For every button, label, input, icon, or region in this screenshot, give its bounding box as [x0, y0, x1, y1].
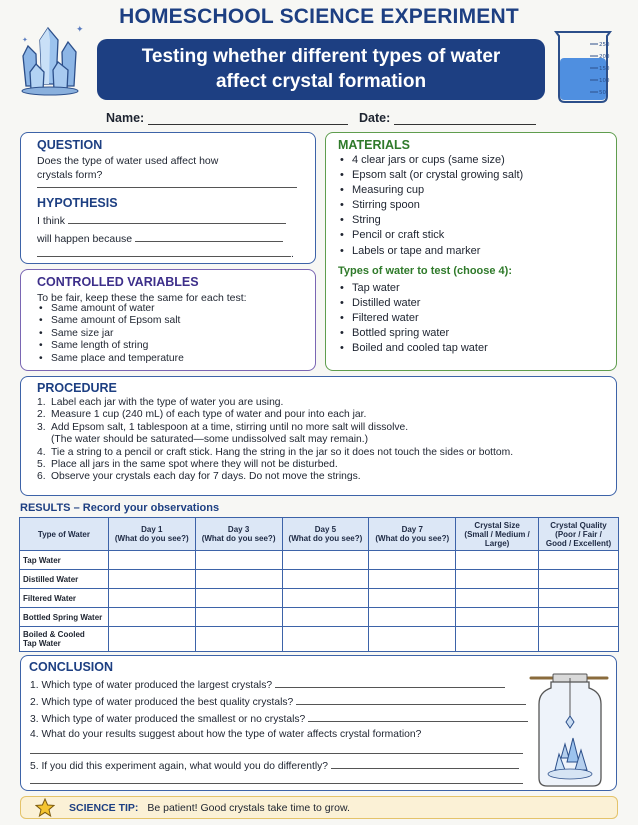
step-number: 1.	[37, 397, 46, 408]
procedure-step	[37, 409, 513, 421]
step-number: 4.	[37, 446, 46, 458]
procedure-heading: PROCEDURE	[37, 381, 117, 395]
procedure-steps	[37, 397, 513, 484]
svg-text:✦: ✦	[22, 37, 28, 44]
list-item: • Epsom salt (or crystal growing salt)	[338, 168, 523, 183]
procedure-step	[37, 459, 513, 471]
step-number: 2.	[37, 409, 46, 421]
conclusion-q1	[30, 677, 505, 692]
question-text: 4. What do your results suggest about how the type of water affects crystal formation?	[30, 729, 422, 740]
question-text: 2. Which type of water produced the best quality crystals?	[30, 697, 294, 708]
table-cell[interactable]	[456, 608, 539, 627]
name-label: Name:	[106, 111, 145, 125]
procedure-step	[37, 397, 513, 409]
answer-line[interactable]	[30, 753, 523, 754]
step-text: Observe your crystals each day for 7 days. Do not move the strings.	[51, 471, 361, 483]
table-cell[interactable]	[282, 627, 369, 652]
table-cell[interactable]	[369, 627, 456, 652]
list-item: • Boiled and cooled tap water	[338, 341, 488, 356]
materials-heading: MATERIALS	[338, 138, 410, 152]
beaker-mark: 50	[599, 90, 606, 96]
list-item: • Same amount of water	[37, 303, 184, 315]
results-heading: RESULTS	[20, 502, 71, 514]
hypothesis-row-1	[37, 213, 297, 228]
table-cell[interactable]	[456, 589, 539, 608]
period: .	[291, 248, 294, 260]
date-label: Date:	[359, 111, 391, 125]
table-cell[interactable]	[108, 551, 195, 570]
procedure-step	[37, 471, 513, 483]
science-tip-box	[20, 796, 618, 819]
question-line: Does the type of water used affect how	[37, 155, 219, 167]
row-label: Boiled & Cooled Tap Water	[20, 627, 109, 652]
table-row	[20, 551, 619, 570]
beaker-icon	[552, 26, 614, 104]
tip-label: SCIENCE TIP:	[69, 802, 139, 814]
controlled-heading: CONTROLLED VARIABLES	[37, 275, 199, 289]
table-cell[interactable]	[456, 551, 539, 570]
table-cell[interactable]	[195, 551, 282, 570]
list-item: • Same place and temperature	[37, 353, 184, 365]
table-cell[interactable]	[456, 570, 539, 589]
step-text: Add Epsom salt, 1 tablespoon at a time, stirring until no more salt will dissolve.	[51, 421, 409, 433]
answer-line[interactable]	[308, 711, 528, 722]
table-cell[interactable]	[456, 627, 539, 652]
question-text: 1. Which type of water produced the largest crystals?	[30, 680, 273, 691]
jar-crystal-icon	[527, 666, 611, 790]
question-heading: QUESTION	[37, 138, 103, 152]
step-text: Measure 1 cup (240 mL) of each type of water and pour into each jar.	[51, 409, 367, 421]
science-tip	[69, 802, 350, 814]
step-text: Tie a string to a pencil or craft stick. Hang the string in the jar so it does not touch the sides or bottom.	[51, 446, 514, 458]
table-cell[interactable]	[369, 551, 456, 570]
star-icon	[35, 798, 55, 818]
beaker-mark: 100	[599, 78, 610, 84]
list-item: • Same length of string	[37, 340, 184, 352]
table-cell[interactable]	[282, 608, 369, 627]
name-line[interactable]	[148, 124, 348, 125]
beaker-mark: 200	[599, 54, 610, 60]
beaker-mark: 150	[599, 66, 610, 72]
question-text: 3. Which type of water produced the smallest or no crystals?	[30, 714, 306, 725]
step-number: 5.	[37, 459, 46, 471]
conclusion-q4	[30, 728, 421, 741]
question-answer-line[interactable]	[37, 187, 297, 188]
materials-list	[338, 153, 523, 259]
step-text: (The water should be saturated—some undissolved salt may remain.)	[51, 434, 369, 446]
question-text: 5. If you did this experiment again, what would you do differently?	[30, 761, 329, 772]
name-field[interactable]	[106, 111, 348, 125]
subtitle-banner	[97, 39, 545, 100]
hypothesis-heading: HYPOTHESIS	[37, 196, 118, 210]
answer-line[interactable]	[30, 783, 523, 784]
table-cell[interactable]	[195, 589, 282, 608]
column-header: Day 1 (What do you see?)	[108, 518, 195, 551]
list-item: • Pencil or craft stick	[338, 228, 523, 243]
step-number: 6.	[37, 471, 46, 483]
table-cell[interactable]	[369, 570, 456, 589]
column-header: Crystal Size (Small / Medium / Large)	[456, 518, 539, 551]
answer-line[interactable]	[331, 758, 519, 769]
results-heading-row	[20, 502, 219, 514]
table-cell[interactable]	[282, 551, 369, 570]
hypothesis-row-2	[37, 231, 297, 246]
tip-text: Be patient! Good crystals take time to grow.	[147, 802, 350, 814]
answer-line[interactable]	[296, 694, 526, 705]
column-header: Type of Water	[20, 518, 109, 551]
table-row	[20, 608, 619, 627]
table-cell[interactable]	[195, 608, 282, 627]
crystal-cluster-icon	[18, 20, 88, 100]
table-cell[interactable]	[108, 570, 195, 589]
list-item: • Filtered water	[338, 311, 488, 326]
conclusion-heading: CONCLUSION	[29, 660, 114, 674]
list-item: • Same amount of Epsom salt	[37, 315, 184, 327]
table-cell[interactable]	[539, 627, 619, 652]
hypothesis-blank-1[interactable]	[68, 213, 286, 224]
hypothesis-blank-3[interactable]	[37, 256, 291, 257]
table-cell[interactable]	[539, 570, 619, 589]
answer-line[interactable]	[275, 677, 505, 688]
hypothesis-because: will happen because	[37, 233, 133, 245]
list-item: • Distilled water	[338, 296, 488, 311]
list-item: • Labels or tape and marker	[338, 244, 523, 259]
hypothesis-blank-2[interactable]	[135, 231, 283, 242]
column-header: Crystal Quality (Poor / Fair / Good / Excellent)	[539, 518, 619, 551]
table-cell[interactable]	[539, 589, 619, 608]
question-text	[37, 154, 218, 182]
subtitle-line: Testing whether different types of water	[141, 46, 501, 67]
list-item: • String	[338, 213, 523, 228]
list-item: • Stirring spoon	[338, 198, 523, 213]
list-item: • 4 clear jars or cups (same size)	[338, 153, 523, 168]
question-line: crystals form?	[37, 169, 103, 181]
controlled-list	[37, 303, 184, 365]
table-row	[20, 589, 619, 608]
beaker-mark: 250	[599, 42, 610, 48]
conclusion-q2	[30, 694, 526, 709]
table-header-row	[20, 518, 619, 551]
date-line[interactable]	[394, 124, 536, 125]
procedure-step	[37, 447, 513, 459]
results-table	[19, 517, 619, 652]
step-number: 3.	[37, 421, 46, 433]
step-text: Place all jars in the same spot where they will not be disturbed.	[51, 459, 338, 471]
list-item: • Same size jar	[37, 328, 184, 340]
list-item: • Measuring cup	[338, 183, 523, 198]
list-item: • Tap water	[338, 281, 488, 296]
conclusion-box	[20, 655, 617, 791]
controlled-intro: To be fair, keep these the same for each test:	[37, 292, 247, 304]
column-header: Day 3 (What do you see?)	[195, 518, 282, 551]
row-label: Distilled Water	[20, 570, 109, 589]
column-header: Day 5 (What do you see?)	[282, 518, 369, 551]
water-types-list	[338, 281, 488, 356]
hypothesis-prefix: I think	[37, 215, 66, 227]
results-subheading: – Record your observations	[73, 502, 220, 514]
table-cell[interactable]	[195, 627, 282, 652]
table-cell[interactable]	[108, 589, 195, 608]
controlled-variables-box	[20, 269, 316, 371]
row-label: Filtered Water	[20, 589, 109, 608]
table-cell[interactable]	[282, 570, 369, 589]
water-types-heading: Types of water to test (choose 4):	[338, 265, 512, 277]
row-label: Tap Water	[20, 551, 109, 570]
table-cell[interactable]	[195, 570, 282, 589]
column-header: Day 7 (What do you see?)	[369, 518, 456, 551]
conclusion-q5	[30, 758, 519, 773]
table-row	[20, 570, 619, 589]
row-label: Bottled Spring Water	[20, 608, 109, 627]
procedure-step	[37, 422, 513, 434]
table-cell[interactable]	[369, 589, 456, 608]
conclusion-q3	[30, 711, 528, 726]
question-hypothesis-box	[20, 132, 316, 264]
svg-text:✦: ✦	[76, 24, 84, 34]
list-item: • Bottled spring water	[338, 326, 488, 341]
table-cell[interactable]	[282, 589, 369, 608]
table-cell[interactable]	[539, 608, 619, 627]
procedure-box	[20, 376, 617, 496]
subtitle-line: affect crystal formation	[215, 71, 427, 92]
date-field[interactable]	[359, 111, 536, 125]
table-cell[interactable]	[539, 551, 619, 570]
step-text: Label each jar with the type of water you are using.	[51, 397, 284, 408]
materials-box	[325, 132, 617, 371]
table-cell[interactable]	[108, 627, 195, 652]
table-cell[interactable]	[369, 608, 456, 627]
procedure-step	[37, 434, 513, 446]
main-title: HOMESCHOOL SCIENCE EXPERIMENT	[119, 5, 519, 28]
table-row	[20, 627, 619, 652]
table-cell[interactable]	[108, 608, 195, 627]
